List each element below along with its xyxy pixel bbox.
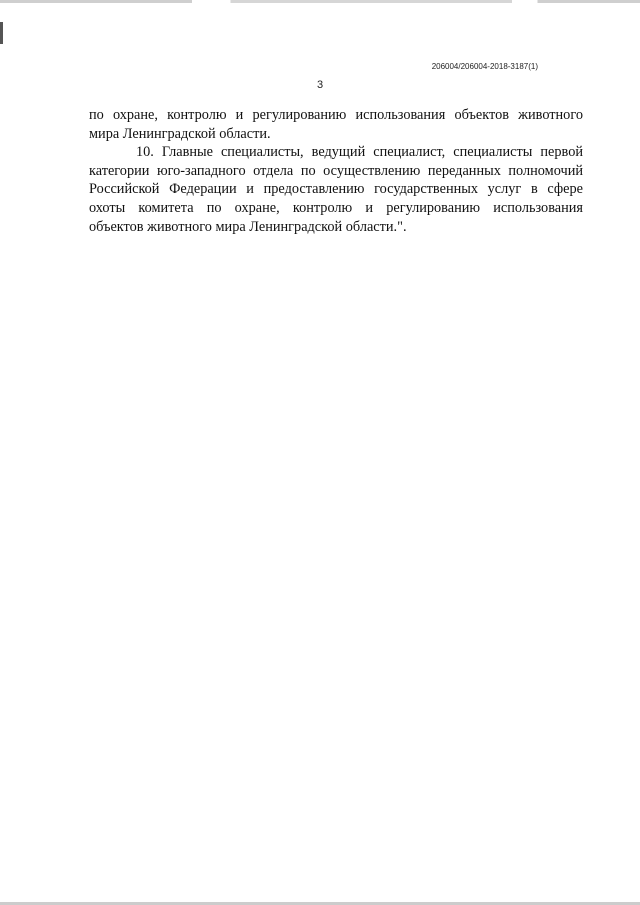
paragraph-continuation	[89, 106, 583, 143]
document-id: 206004/206004-2018-3187(1)	[431, 62, 538, 71]
text-line: Российской Федерации и предоставлению государственных услуг в сфере	[89, 181, 583, 198]
text-line: мира Ленинградской области.	[89, 125, 271, 142]
scan-edge-left	[0, 22, 3, 44]
text-line: объектов животного мира Ленинградской области.".	[89, 218, 407, 235]
text-line: по охране, контролю и регулированию использования объектов животного	[89, 107, 583, 123]
text-line: категории юго-западного отдела по осуществлению переданных полномочий	[89, 162, 583, 179]
body-text	[89, 106, 583, 236]
scan-edge-top	[0, 0, 640, 3]
text-line: 10. Главные специалисты, ведущий специалист, специалисты первой	[136, 144, 583, 161]
page-number: 3	[316, 79, 324, 91]
paragraph-item-10	[89, 143, 583, 236]
text-line: охоты комитета по охране, контролю и регулированию использования	[89, 199, 583, 216]
